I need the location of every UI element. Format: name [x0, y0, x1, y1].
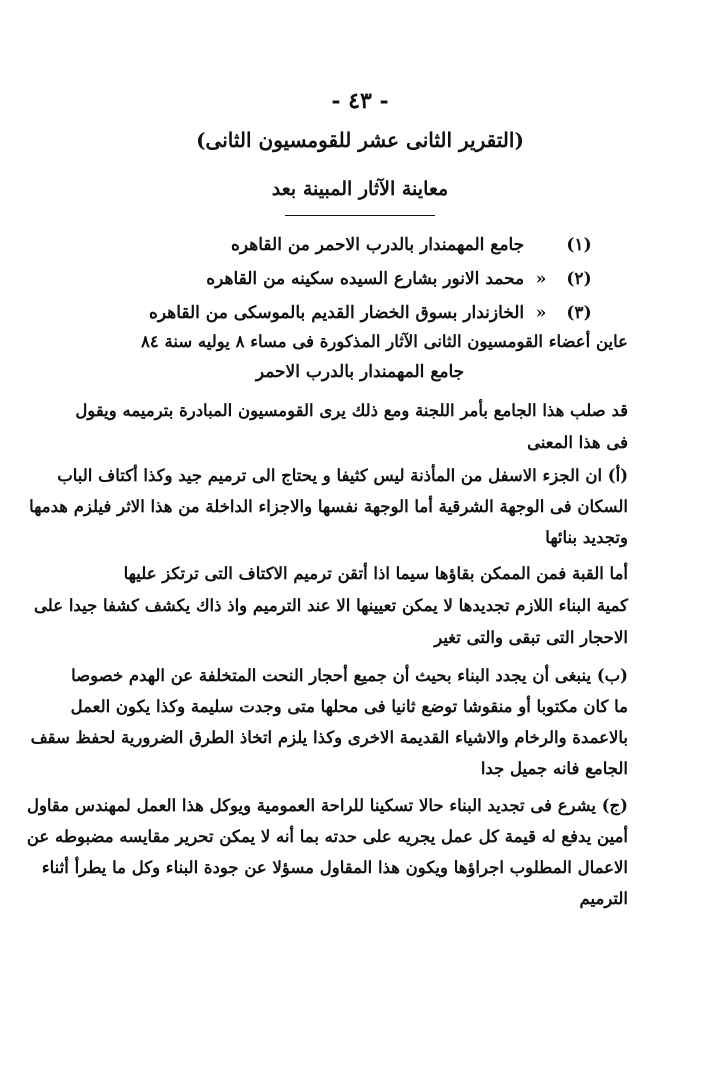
text-line: كمية البناء اللازم تجديدها لا يمكن تعيينها الا عند الترميم واذ ذاك يكشف كشفا جيدا على [34, 596, 628, 615]
report-title: (التقرير الثانى عشر للقومسيون الثانى) [196, 128, 524, 152]
sites-list [130, 228, 600, 330]
text-line: (ب) ينبغى أن يجدد البناء بحيث أن جميع أحجار النحت المتخلفة عن الهدم خصوصا [71, 666, 628, 685]
ditto-mark: « [535, 303, 547, 323]
list-item [130, 228, 600, 262]
title-underline [285, 215, 435, 216]
text-line: وتجديد بنائها [545, 528, 628, 547]
site-number: (٢) [566, 269, 592, 289]
text-line: الاحجار التى تبقى والتى تغير [434, 628, 628, 647]
text-line: ما كان مكتوبا أو منقوشا توضع ثانيا فى محلها متى وجدت سليمة وكذا يكون العمل [70, 697, 628, 716]
site-number: (٣) [566, 303, 592, 323]
site-name: جامع المهمندار بالدرب الاحمر من القاهره [230, 235, 525, 255]
mosque-heading: جامع المهمندار بالدرب الاحمر [255, 362, 465, 382]
site-name: محمد الانور بشارع السيده سكينه من القاهره [206, 269, 525, 289]
list-item [130, 296, 600, 330]
text-line: الترميم [579, 889, 628, 908]
text-line: الجامع فانه جميل جدا [480, 759, 628, 778]
paragraph-a [29, 460, 628, 553]
paragraph-c [26, 790, 628, 914]
text-line: الاعمال المطلوب اجراؤها ويكون هذا المقاول مسؤلا عن جودة البناء وكل ما يطرأ أثناء [41, 858, 628, 877]
site-number: (١) [566, 235, 592, 255]
site-name: الخازندار بسوق الخضار القديم بالموسكى من القاهره [148, 303, 525, 323]
text-line: فى هذا المعنى [527, 433, 628, 452]
inspection-line [88, 328, 628, 356]
dome-paragraph [34, 558, 628, 654]
list-item [130, 262, 600, 296]
text-line: السكان فى الوجهة الشرقية أما الوجهة نفسها والاجزاء الداخلة من هذا الاثر فيلزم هدمها [29, 497, 628, 516]
page-number: - ٤٣ - [331, 88, 389, 114]
text-line: قد صلب هذا الجامع بأمر اللجنة ومع ذلك يرى القومسيون المبادرة بترميمه ويقول [75, 401, 628, 420]
text-line: أما القبة فمن الممكن بقاؤها سيما اذا أتقن ترميم الاكتاف التى ترتكز عليها [123, 564, 628, 583]
text-line: عاين أعضاء القومسيون الثانى الآثار المذكورة فى مساء ٨ يوليه سنة ٨٤ [141, 332, 628, 351]
text-line: أمين يدفع له قيمة كل عمل يجريه على حدته بما أنه لا يمكن تحرير مقايسه مضبوطه عن [26, 827, 628, 846]
ditto-mark: « [535, 269, 547, 289]
paragraph-b [30, 660, 628, 784]
section-title: معاينة الآثار المبينة بعد [271, 178, 449, 200]
text-line: (ج) يشرع فى تجديد البناء حالا تسكينا للراحة العمومية ويوكل هذا العمل لمهندس مقاول [26, 796, 628, 815]
intro-paragraph [75, 395, 628, 459]
text-line: (أ) ان الجزء الاسفل من المأذنة ليس كثيفا و يحتاج الى ترميم جيد وكذا أكتاف الباب [57, 466, 628, 485]
text-line: بالاعمدة والرخام والاشياء القديمة الاخرى وكذا يلزم اتخاذ الطرق الضرورية لحفظ سقف [30, 728, 628, 747]
